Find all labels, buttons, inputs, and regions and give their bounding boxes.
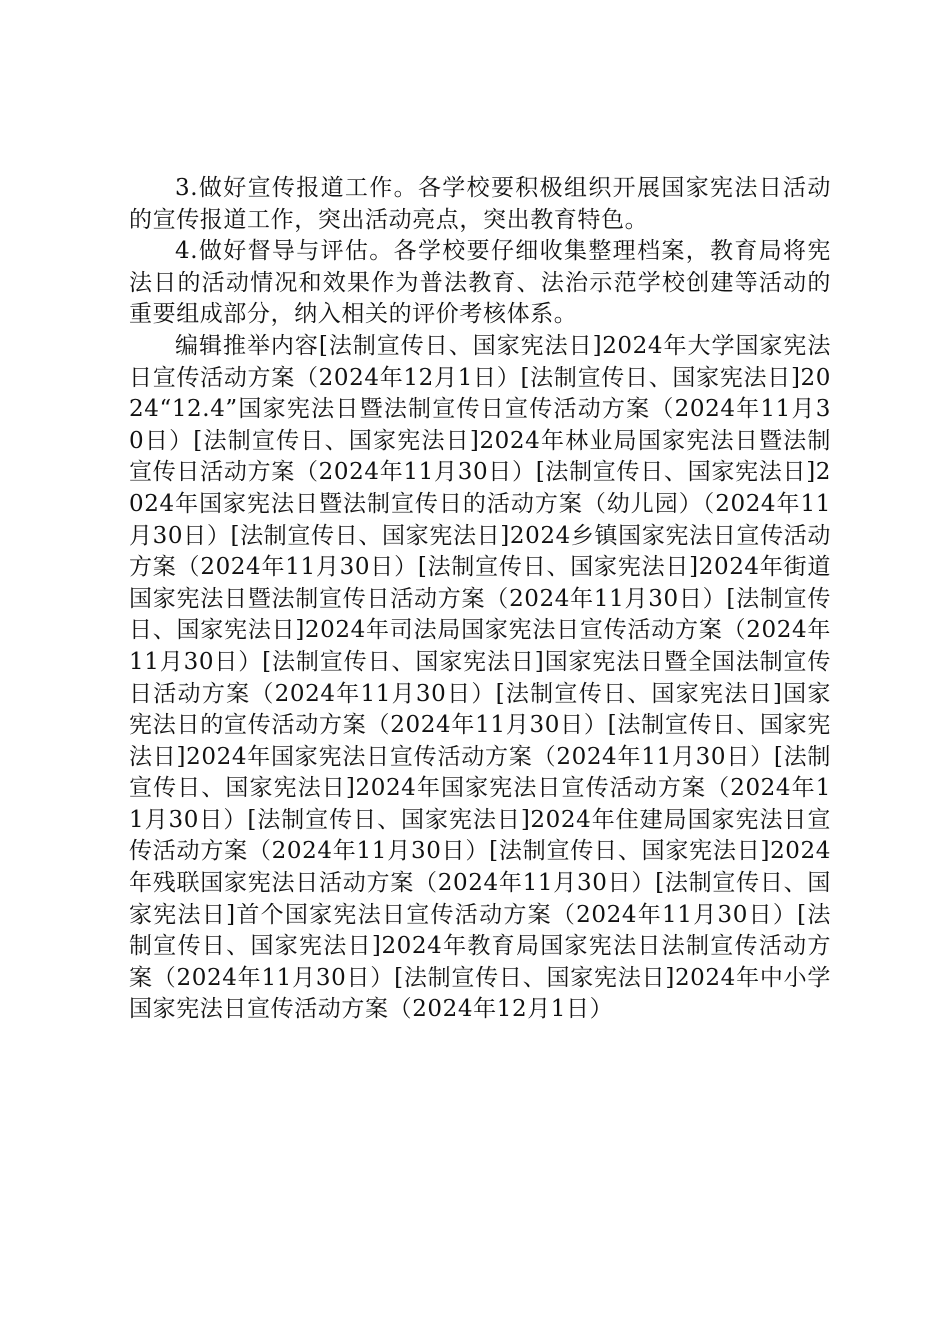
- paragraph-publicity: 3.做好宣传报道工作。各学校要积极组织开展国家宪法日活动的宣传报道工作，突出活动亮点，突出教育特色。: [129, 175, 831, 233]
- paragraph-supervision: 4.做好督导与评估。各学校要仔细收集整理档案，教育局将宪法日的活动情况和效果作为普法教育、法治示范学校创建等活动的重要组成部分，纳入相关的评价考核体系。: [129, 238, 831, 328]
- paragraph-recommended-content: 编辑推举内容[法制宣传日、国家宪法日]2024年大学国家宪法日宣传活动方案（2024年12月1日）[法制宣传日、国家宪法日]2024“12.4”国家宪法日暨法制宣传日宣传活动方案（2024年11月30日）[法制宣传日、国家宪法日]2024年林业局国家宪法日暨法制宣传日活动方案（2024年11月30日）[法制宣传日、国家宪法日]2024年国家宪法日暨法制宣传日的活动方案（幼儿园）（2024年11月30日）[法制宣传日、国家宪法日]2024乡镇国家宪法日宣传活动方案（2024年11月30日）[法制宣传日、国家宪法日]2024年街道国家宪法日暨法制宣传日活动方案（2024年11月30日）[法制宣传日、国家宪法日]2024年司法局国家宪法日宣传活动方案（2024年11月30日）[法制宣传日、国家宪法日]国家宪法日暨全国法制宣传日活动方案（2024年11月30日）[法制宣传日、国家宪法日]国家宪法日的宣传活动方案（2024年11月30日）[法制宣传日、国家宪法日]2024年国家宪法日宣传活动方案（2024年11月30日）[法制宣传日、国家宪法日]2024年国家宪法日宣传活动方案（2024年11月30日）[法制宣传日、国家宪法日]2024年住建局国家宪法日宣传活动方案（2024年11月30日）[法制宣传日、国家宪法日]2024年残联国家宪法日活动方案（2024年11月30日）[法制宣传日、国家宪法日]首个国家宪法日宣传活动方案（2024年11月30日）[法制宣传日、国家宪法日]2024年教育局国家宪法日法制宣传活动方案（2024年11月30日）[法制宣传日、国家宪法日]2024年中小学国家宪法日宣传活动方案（2024年12月1日）: [129, 332, 831, 1023]
- document-body: [129, 173, 831, 1026]
